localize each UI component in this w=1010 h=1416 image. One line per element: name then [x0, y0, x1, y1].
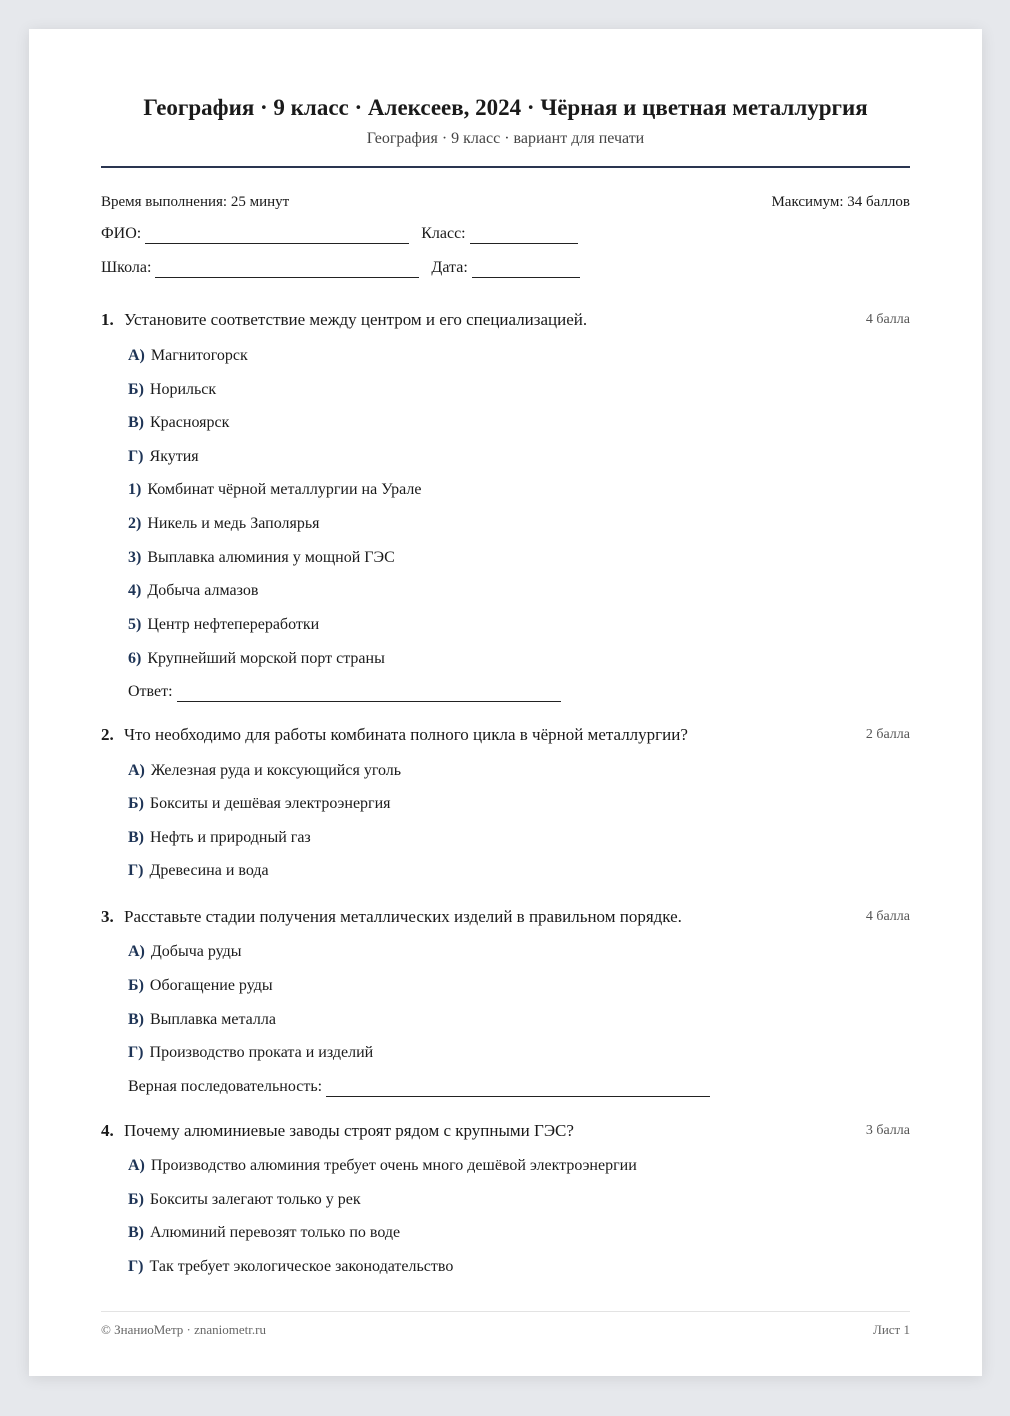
question-2: [101, 724, 910, 879]
option-text: Магнитогорск: [150, 347, 248, 364]
option-item: [128, 861, 269, 881]
answer-label: Верная последовательность:: [128, 1078, 323, 1095]
option-label: Б): [128, 1191, 144, 1208]
option-text: Нефть и природный газ: [150, 829, 311, 846]
option-item: [128, 615, 319, 635]
answer-row: [128, 682, 561, 702]
option-item: [128, 1223, 400, 1243]
option-item: [128, 942, 242, 962]
option-item: [128, 581, 258, 601]
option-item: [128, 828, 311, 848]
question-number: 1.: [101, 310, 114, 329]
option-label: Б): [128, 795, 144, 812]
option-text: Добыча алмазов: [147, 582, 259, 599]
option-label: А): [128, 762, 145, 779]
option-item: [128, 480, 421, 500]
question-text: Что необходимо для работы комбината полного цикла в чёрной металлургии?: [124, 725, 688, 744]
fio-label: ФИО:: [101, 225, 142, 242]
page-title: География · 9 класс · Алексеев, 2024 · Чёрная и цветная металлургия: [143, 95, 868, 120]
option-item: [128, 1010, 276, 1030]
option-item: [128, 514, 319, 534]
option-item: [128, 649, 385, 669]
option-text: Никель и медь Заполярья: [147, 515, 320, 532]
student-info-row-2: [101, 258, 592, 278]
option-label: А): [128, 1157, 145, 1174]
question-number: 3.: [101, 907, 114, 926]
option-label: Г): [128, 1258, 144, 1275]
max-score: Максимум: 34 баллов: [771, 194, 910, 210]
option-item: [128, 1043, 373, 1063]
question-points: 4 балла: [865, 312, 910, 327]
answer-row: [128, 1077, 710, 1097]
answer-label: Ответ:: [128, 683, 173, 700]
question-points: 3 балла: [865, 1123, 910, 1138]
footer-copyright: © ЗнаниоМетр · znaniometr.ru: [101, 1322, 266, 1337]
option-label: Г): [128, 448, 144, 465]
time-limit: Время выполнения: 25 минут: [101, 194, 290, 210]
option-text: Бокситы залегают только у рек: [149, 1191, 361, 1208]
question-number: 2.: [101, 725, 114, 744]
option-label: 4): [128, 582, 142, 599]
option-label: А): [128, 347, 145, 364]
header-divider: [101, 166, 910, 168]
question-points: 2 балла: [865, 727, 910, 742]
option-text: Красноярск: [150, 414, 230, 431]
school-field[interactable]: [155, 261, 419, 278]
option-item: [128, 1257, 453, 1277]
option-item: [128, 1190, 361, 1210]
option-label: Г): [128, 862, 144, 879]
option-text: Добыча руды: [150, 943, 242, 960]
page-number: Лист 1: [873, 1322, 910, 1337]
option-text: Производство алюминия требует очень много дешёвой электроэнергии: [150, 1157, 637, 1174]
option-text: Бокситы и дешёвая электроэнергия: [149, 795, 391, 812]
option-label: 3): [128, 549, 142, 566]
option-label: Б): [128, 381, 144, 398]
question-number: 4.: [101, 1121, 114, 1140]
option-text: Крупнейший морской порт страны: [147, 650, 385, 667]
question-header: [101, 724, 910, 746]
option-item: [128, 346, 248, 366]
question-3: [101, 906, 910, 1095]
question-header: [101, 906, 910, 928]
option-item: [128, 976, 273, 996]
question-header: [101, 309, 910, 331]
option-label: Б): [128, 977, 144, 994]
option-text: Центр нефтепереработки: [147, 616, 320, 633]
page-content: [101, 29, 910, 1376]
question-points: 4 балла: [865, 909, 910, 924]
option-label: 5): [128, 616, 142, 633]
option-text: Древесина и вода: [149, 862, 269, 879]
question-1: [101, 309, 910, 700]
option-item: [128, 761, 401, 781]
option-item: [128, 1156, 637, 1176]
option-label: 2): [128, 515, 142, 532]
question-header: [101, 1120, 910, 1142]
option-text: Выплавка металла: [150, 1011, 276, 1028]
option-item: [128, 548, 395, 568]
option-label: В): [128, 1011, 144, 1028]
footer-divider: [101, 1311, 910, 1312]
option-text: Комбинат чёрной металлургии на Урале: [147, 481, 422, 498]
option-text: Выплавка алюминия у мощной ГЭС: [147, 549, 395, 566]
option-label: 6): [128, 650, 142, 667]
option-text: Норильск: [149, 381, 217, 398]
class-label: Класс:: [421, 225, 466, 242]
question-4: [101, 1120, 910, 1275]
option-item: [128, 447, 199, 467]
option-text: Алюминий перевозят только по воде: [150, 1224, 401, 1241]
page-subtitle: География · 9 класс · вариант для печати: [366, 130, 645, 147]
option-label: В): [128, 1224, 144, 1241]
date-label: Дата:: [431, 259, 468, 276]
school-label: Школа:: [101, 259, 152, 276]
option-label: 1): [128, 481, 142, 498]
class-field[interactable]: [470, 227, 578, 244]
option-text: Железная руда и коксующийся уголь: [150, 762, 402, 779]
option-label: В): [128, 414, 144, 431]
worksheet-page: [29, 29, 982, 1376]
date-field[interactable]: [472, 261, 580, 278]
question-text: Расставьте стадии получения металлических изделий в правильном порядке.: [124, 907, 682, 926]
sequence-field[interactable]: [326, 1080, 710, 1097]
option-text: Обогащение руды: [149, 977, 273, 994]
option-text: Якутия: [149, 448, 199, 465]
question-text: Почему алюминиевые заводы строят рядом с крупными ГЭС?: [124, 1121, 574, 1140]
option-text: Так требует экологическое законодательство: [149, 1258, 454, 1275]
question-text: Установите соответствие между центром и его специализацией.: [124, 310, 588, 329]
option-item: [128, 794, 391, 814]
page-footer: [101, 1322, 910, 1338]
option-label: В): [128, 829, 144, 846]
student-info-row-1: [101, 224, 590, 244]
option-text: Производство проката и изделий: [149, 1044, 374, 1061]
option-item: [128, 413, 229, 433]
option-label: А): [128, 943, 145, 960]
option-label: Г): [128, 1044, 144, 1061]
answer-field[interactable]: [177, 685, 561, 702]
option-item: [128, 380, 216, 400]
fio-field[interactable]: [145, 227, 409, 244]
